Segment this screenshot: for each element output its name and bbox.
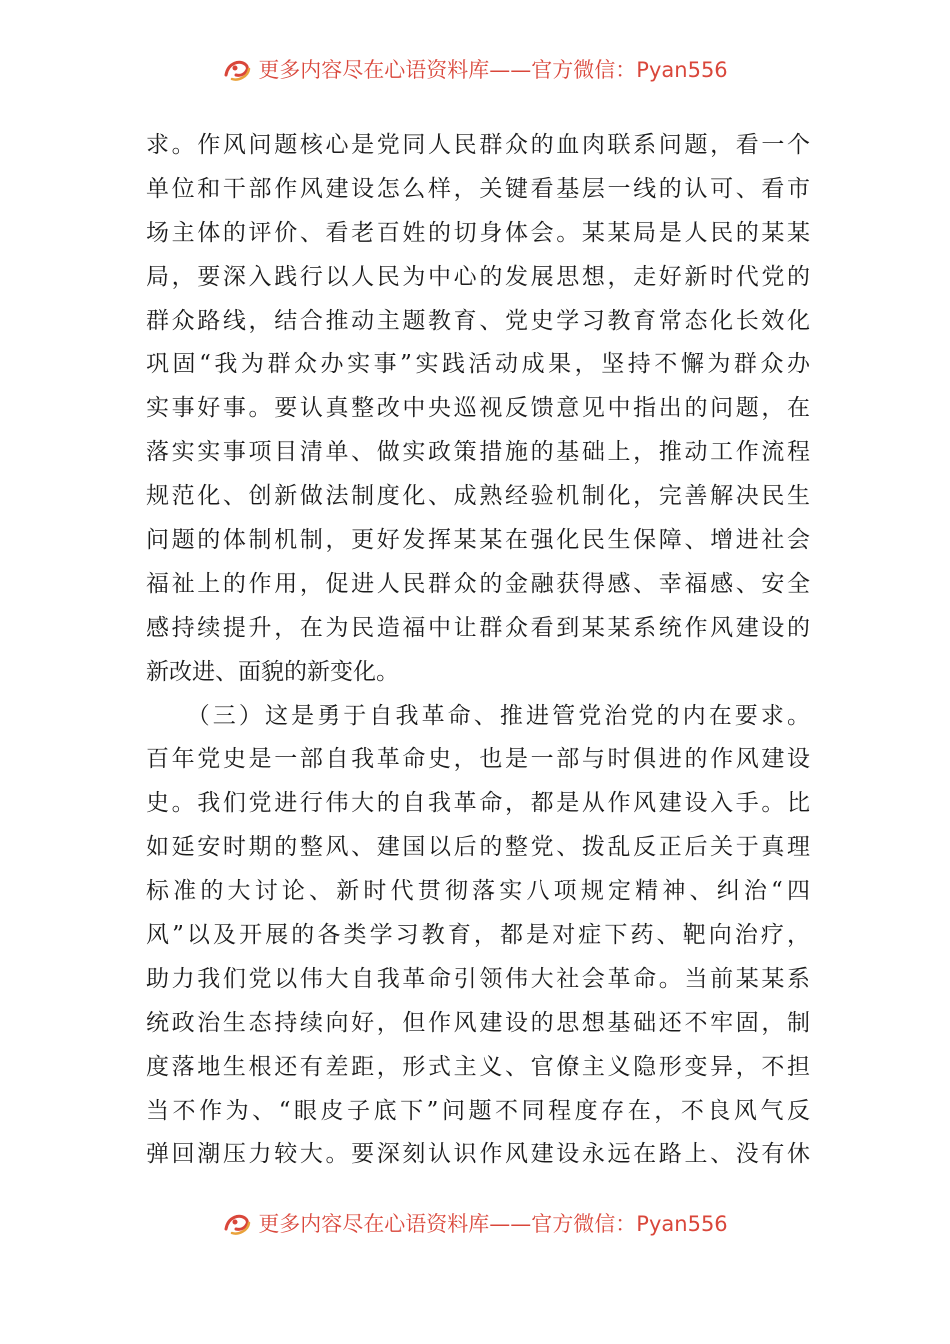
text-line-11: 福祉上的作用，促进人民群众的金融获得感、幸福感、安全 xyxy=(146,570,810,597)
footer-watermark xyxy=(0,1206,950,1240)
text-line-21: 统政治生态持续向好，但作风建设的思想基础还不牢固，制 xyxy=(146,1009,810,1036)
text-line-20: 助力我们党以伟大自我革命引领伟大社会革命。当前某某系 xyxy=(146,965,810,992)
text-line-2: 单位和干部作风建设怎么样，关键看基层一线的认可、看市 xyxy=(146,175,810,202)
swirl-logo-icon xyxy=(222,55,252,83)
text-line-19: 风”以及开展的各类学习教育，都是对症下药、靶向治疗， xyxy=(146,922,810,949)
text-line-18: 标准的大讨论、新时代贯彻落实八项规定精神、纠治“四 xyxy=(146,878,810,905)
text-line-12: 感持续提升，在为民造福中让群众看到某某系统作风建设的 xyxy=(146,614,810,641)
text-line-17: 如延安时期的整风、建国以后的整党、拨乱反正后关于真理 xyxy=(146,834,810,861)
text-line-16: 史。我们党进行伟大的自我革命，都是从作风建设入手。比 xyxy=(146,790,810,817)
section-heading-3: （三）这是勇于自我革命、推进管党治党的内在要求。 xyxy=(146,702,810,729)
text-line-10: 问题的体制机制，更好发挥某某在强化民生保障、增进社会 xyxy=(146,527,810,554)
swirl-logo-icon xyxy=(222,1209,252,1237)
footer-watermark-text: 更多内容尽在心语资料库——官方微信：Pyan556 xyxy=(258,1212,728,1236)
text-line-23: 当不作为、“眼皮子底下”问题不同程度存在，不良风气反 xyxy=(146,1097,810,1124)
text-line-7: 实事好事。要认真整改中央巡视反馈意见中指出的问题，在 xyxy=(146,395,810,422)
header-watermark xyxy=(0,52,950,86)
text-line-15: 百年党史是一部自我革命史，也是一部与时俱进的作风建设 xyxy=(146,746,810,773)
text-line-1: 求。作风问题核心是党同人民群众的血肉联系问题，看一个 xyxy=(146,132,810,158)
text-line-24: 弹回潮压力较大。要深刻认识作风建设永远在路上、没有休 xyxy=(146,1141,810,1168)
text-line-5: 群众路线，结合推动主题教育、党史学习教育常态化长效化 xyxy=(146,307,810,334)
text-line-3: 场主体的评价、看老百姓的切身体会。某某局是人民的某某 xyxy=(146,219,810,246)
text-line-13: 新改进、面貌的新变化。 xyxy=(146,658,399,685)
text-line-4: 局，要深入践行以人民为中心的发展思想，走好新时代党的 xyxy=(146,263,810,290)
text-line-22: 度落地生根还有差距，形式主义、官僚主义隐形变异，不担 xyxy=(146,1053,810,1080)
footer-watermark-content xyxy=(222,1208,727,1238)
text-line-9: 规范化、创新做法制度化、成熟经验机制化，完善解决民生 xyxy=(146,483,810,510)
document-body xyxy=(146,124,810,1177)
header-watermark-text: 更多内容尽在心语资料库——官方微信：Pyan556 xyxy=(258,58,728,82)
header-watermark-content xyxy=(222,54,727,84)
text-line-6: 巩固“我为群众办实事”实践活动成果，坚持不懈为群众办 xyxy=(146,351,810,378)
text-line-8: 落实实事项目清单、做实政策措施的基础上，推动工作流程 xyxy=(146,439,810,466)
